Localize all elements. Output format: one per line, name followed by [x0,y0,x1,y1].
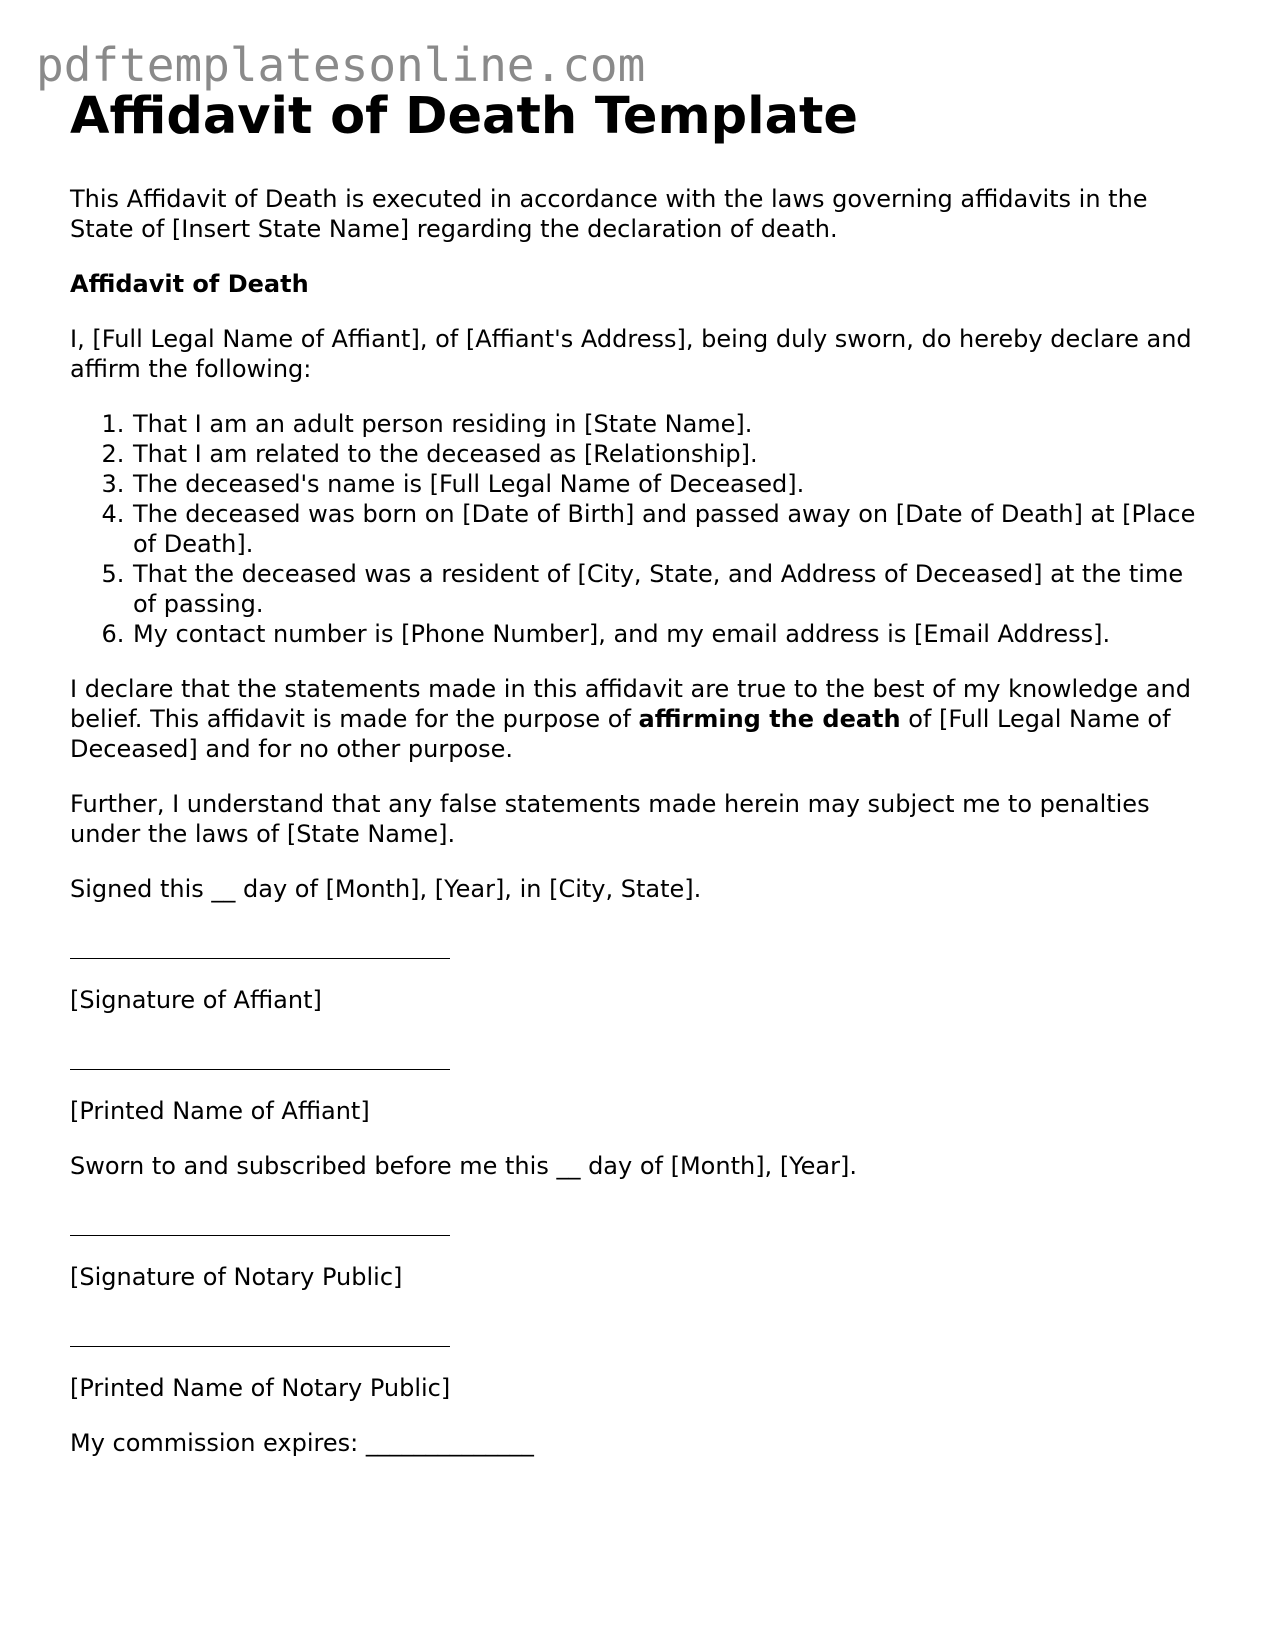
penalty-paragraph: Further, I understand that any false statements made herein may subject me to penalties under the laws of [State Name]. [70,790,1150,848]
intro-paragraph: This Affidavit of Death is executed in accordance with the laws governing affidavits in the State of [Insert State Name] regarding the declaration of death. [70,185,1148,243]
document-body [70,184,1210,1483]
commission-expires-line: My commission expires: ______________ [70,1429,534,1457]
list-item: 4. The deceased was born on [Date of Birth] and passed away on [Date of Death] at [Place of Death]. [132,499,1210,559]
list-item: 3. The deceased's name is [Full Legal Name of Deceased]. [132,469,1210,499]
statement-text-after: of [Full Legal Name of Deceased] and for no other purpose. [70,705,1171,763]
page-title: Affidavit of Death Template [70,87,859,146]
list-item: 5. That the deceased was a resident of [City, State, and Address of Deceased] at the time of passing. [132,559,1210,619]
notary-printed-name-label: [Printed Name of Notary Public] [70,1374,451,1402]
notary-signature-line[interactable] [70,1206,450,1236]
list-item: 6. My contact number is [Phone Number], and my email address is [Email Address]. [132,619,1210,649]
affirmation-list [70,409,1210,649]
statement-paragraph [70,674,1210,764]
notary-signature-label: [Signature of Notary Public] [70,1263,403,1291]
section-heading: Affidavit of Death [70,270,309,298]
affiant-printed-name-line[interactable] [70,1040,450,1070]
list-item: 1. That I am an adult person residing in [State Name]. [132,409,1210,439]
statement-bold-text: affirming the death [638,705,901,733]
list-item: 2. That I am related to the deceased as [Relationship]. [132,439,1210,469]
declaration-paragraph: I, [Full Legal Name of Affiant], of [Affiant's Address], being duly sworn, do hereby declare and affirm the following: [70,325,1192,383]
affiant-signature-label: [Signature of Affiant] [70,986,322,1014]
sworn-line: Sworn to and subscribed before me this __ day of [Month], [Year]. [70,1152,857,1180]
watermark-text: pdftemplatesonline.com [36,38,646,92]
statement-text-before: I declare that the statements made in this affidavit are true to the best of my knowledge and belief. This affidavit is made for the purpose of [70,675,1191,733]
signed-line: Signed this __ day of [Month], [Year], in [City, State]. [70,875,702,903]
affiant-signature-line[interactable] [70,929,450,959]
affiant-printed-name-label: [Printed Name of Affiant] [70,1097,370,1125]
notary-printed-name-line[interactable] [70,1317,450,1347]
